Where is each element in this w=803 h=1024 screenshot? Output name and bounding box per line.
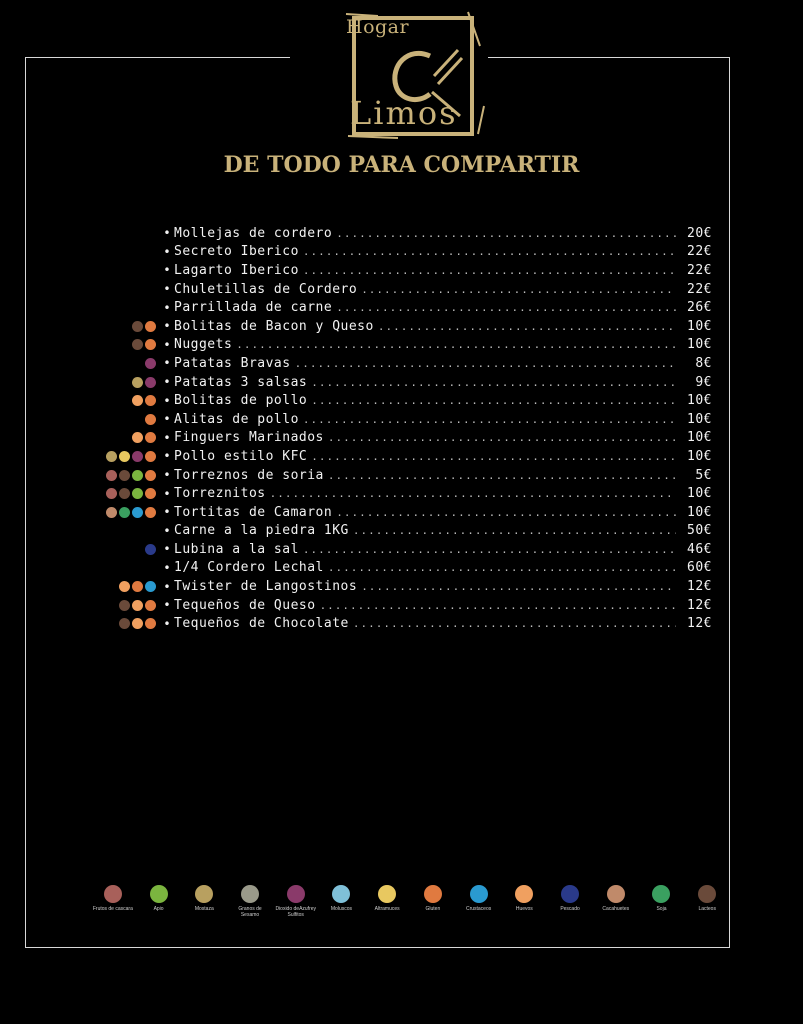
menu-item-price: 9€ bbox=[695, 374, 712, 390]
lacteos-icon bbox=[132, 339, 143, 350]
logo-word-top: Hogar bbox=[346, 16, 410, 38]
menu-item-price: 22€ bbox=[687, 244, 712, 260]
legend-item-apio bbox=[136, 885, 182, 918]
bullet-icon: • bbox=[163, 523, 171, 538]
dot-leader bbox=[353, 617, 676, 630]
menu-item-price: 10€ bbox=[687, 448, 712, 464]
menu-item bbox=[92, 261, 712, 280]
menu-item bbox=[92, 466, 712, 485]
menu-item-name: Patatas 3 salsas bbox=[174, 374, 308, 390]
apio-icon bbox=[132, 470, 143, 481]
legend-item-crustaceos bbox=[456, 885, 502, 918]
allergen-icons bbox=[92, 377, 160, 388]
gluten-icon bbox=[145, 414, 156, 425]
menu-item-price: 10€ bbox=[687, 318, 712, 334]
crustaceos-icon bbox=[145, 581, 156, 592]
dot-leader bbox=[236, 338, 676, 351]
allergen-icons bbox=[92, 507, 160, 518]
dot-leader bbox=[353, 524, 676, 537]
dot-leader bbox=[328, 431, 676, 444]
bullet-icon: • bbox=[163, 300, 171, 315]
pescado-icon bbox=[145, 544, 156, 555]
lacteos-icon bbox=[119, 488, 130, 499]
sulfitos-icon bbox=[145, 377, 156, 388]
legend-label: Frutos de cascara bbox=[92, 906, 133, 912]
menu-item bbox=[92, 577, 712, 596]
moluscos-icon bbox=[332, 885, 350, 903]
legend-label: Huevos bbox=[515, 906, 533, 912]
legend-label: Apio bbox=[153, 906, 164, 912]
legend-label: Soja bbox=[656, 906, 667, 912]
allergen-icons bbox=[92, 432, 160, 443]
menu-item-name: Patatas Bravas bbox=[174, 355, 291, 371]
bullet-icon: • bbox=[163, 468, 171, 483]
dot-leader bbox=[361, 580, 676, 593]
mostaza-icon bbox=[106, 451, 117, 462]
bullet-icon: • bbox=[163, 449, 171, 464]
gluten-icon bbox=[145, 600, 156, 611]
dot-leader bbox=[303, 413, 676, 426]
lacteos-icon bbox=[119, 470, 130, 481]
dot-leader bbox=[303, 543, 676, 556]
altramuces-icon bbox=[119, 451, 130, 462]
dot-leader bbox=[303, 245, 676, 258]
allergen-icons bbox=[92, 600, 160, 611]
legend-label: Moluscos bbox=[330, 906, 353, 912]
allergen-icons bbox=[92, 395, 160, 406]
legend-label: Altramuces bbox=[374, 906, 400, 912]
allergen-icons bbox=[92, 358, 160, 369]
legend-item-lacteos bbox=[684, 885, 730, 918]
menu-item bbox=[92, 243, 712, 262]
dot-leader bbox=[311, 450, 676, 463]
legend-label: Mostaza bbox=[194, 906, 214, 912]
menu-item-name: Lagarto Iberico bbox=[174, 262, 299, 278]
bullet-icon: • bbox=[163, 505, 171, 520]
huevos-icon bbox=[132, 432, 143, 443]
soja-icon bbox=[119, 507, 130, 518]
gluten-icon bbox=[145, 618, 156, 629]
sulfitos-icon bbox=[145, 358, 156, 369]
crustaceos-icon bbox=[132, 507, 143, 518]
menu-item bbox=[92, 298, 712, 317]
bullet-icon: • bbox=[163, 393, 171, 408]
menu-item-price: 50€ bbox=[687, 523, 712, 539]
legend-item-moluscos bbox=[319, 885, 365, 918]
legend-label: Granos de Sesamo bbox=[238, 906, 262, 918]
allergen-icons bbox=[92, 544, 160, 555]
menu-item bbox=[92, 447, 712, 466]
menu-item-price: 22€ bbox=[687, 281, 712, 297]
lacteos-icon bbox=[119, 618, 130, 629]
bullet-icon: • bbox=[163, 375, 171, 390]
menu-item bbox=[92, 540, 712, 559]
gluten-icon bbox=[145, 339, 156, 350]
gluten-icon bbox=[145, 451, 156, 462]
allergen-icons bbox=[92, 618, 160, 629]
menu-item bbox=[92, 224, 712, 243]
menu-item bbox=[92, 373, 712, 392]
dot-leader bbox=[378, 320, 676, 333]
bullet-icon: • bbox=[163, 560, 171, 575]
menu-item-price: 20€ bbox=[687, 225, 712, 241]
apio-icon bbox=[150, 885, 168, 903]
page-title: DE TODO PARA COMPARTIR bbox=[223, 152, 580, 178]
legend-item-cacahuetes bbox=[593, 885, 639, 918]
sesamo-icon bbox=[241, 885, 259, 903]
menu-item bbox=[92, 336, 712, 355]
menu-item-price: 22€ bbox=[687, 262, 712, 278]
lacteos-icon bbox=[119, 600, 130, 611]
bullet-icon: • bbox=[163, 226, 171, 241]
menu-item-price: 10€ bbox=[687, 393, 712, 409]
gluten-icon bbox=[145, 432, 156, 443]
huevos-icon bbox=[132, 395, 143, 406]
menu-item-price: 5€ bbox=[695, 467, 712, 483]
menu-item-name: Nuggets bbox=[174, 337, 233, 353]
dot-leader bbox=[336, 506, 676, 519]
menu-item-price: 10€ bbox=[687, 504, 712, 520]
crustaceos-icon bbox=[470, 885, 488, 903]
menu-item-name: Torreznos de soria bbox=[174, 467, 324, 483]
legend-item-sesamo bbox=[227, 885, 273, 918]
menu-item bbox=[92, 429, 712, 448]
menu-item-price: 10€ bbox=[687, 486, 712, 502]
legend-item-frutos bbox=[90, 885, 136, 918]
allergen-icons bbox=[92, 581, 160, 592]
bullet-icon: • bbox=[163, 598, 171, 613]
frutos-icon bbox=[106, 488, 117, 499]
legend-label: Lacteos bbox=[698, 906, 716, 912]
menu-item bbox=[92, 503, 712, 522]
dot-leader bbox=[303, 264, 676, 277]
menu-item bbox=[92, 614, 712, 633]
menu-item-price: 46€ bbox=[687, 541, 712, 557]
menu-list bbox=[92, 224, 712, 633]
legend-label: Crustaceos bbox=[465, 906, 492, 912]
sulfitos-icon bbox=[287, 885, 305, 903]
dot-leader bbox=[328, 561, 676, 574]
logo-word-bottom: Limos bbox=[350, 94, 458, 132]
dot-leader bbox=[328, 469, 676, 482]
bullet-icon: • bbox=[163, 263, 171, 278]
menu-item-name: Finguers Marinados bbox=[174, 430, 324, 446]
menu-item-price: 12€ bbox=[687, 616, 712, 632]
allergen-icons bbox=[92, 470, 160, 481]
gluten-icon bbox=[424, 885, 442, 903]
bullet-icon: • bbox=[163, 337, 171, 352]
dot-leader bbox=[336, 301, 676, 314]
dot-leader bbox=[270, 487, 676, 500]
menu-item bbox=[92, 522, 712, 541]
menu-item bbox=[92, 559, 712, 578]
huevos-icon bbox=[119, 581, 130, 592]
legend-item-huevos bbox=[501, 885, 547, 918]
menu-item bbox=[92, 410, 712, 429]
menu-item-name: Mollejas de cordero bbox=[174, 225, 333, 241]
menu-item bbox=[92, 596, 712, 615]
menu-item-name: Torreznitos bbox=[174, 486, 266, 502]
gluten-icon bbox=[145, 395, 156, 406]
apio-icon bbox=[132, 488, 143, 499]
dot-leader bbox=[311, 376, 676, 389]
menu-item-name: Pollo estilo KFC bbox=[174, 448, 308, 464]
menu-item-name: Carne a la piedra 1KG bbox=[174, 523, 349, 539]
menu-item-price: 10€ bbox=[687, 411, 712, 427]
menu-item-name: Secreto Iberico bbox=[174, 244, 299, 260]
menu-item-name: Tequeños de Chocolate bbox=[174, 616, 349, 632]
legend-item-pescado bbox=[547, 885, 593, 918]
bullet-icon: • bbox=[163, 244, 171, 259]
legend-label: Dioxido deAzufrey Sulfitos bbox=[275, 906, 317, 918]
bullet-icon: • bbox=[163, 542, 171, 557]
menu-item bbox=[92, 280, 712, 299]
dot-leader bbox=[361, 283, 676, 296]
bullet-icon: • bbox=[163, 616, 171, 631]
dot-leader bbox=[295, 357, 676, 370]
bullet-icon: • bbox=[163, 356, 171, 371]
bullet-icon: • bbox=[163, 282, 171, 297]
frutos-icon bbox=[106, 470, 117, 481]
legend-item-soja bbox=[639, 885, 685, 918]
cacahuetes-icon bbox=[106, 507, 117, 518]
soja-icon bbox=[652, 885, 670, 903]
menu-item-price: 12€ bbox=[687, 579, 712, 595]
menu-item-price: 26€ bbox=[687, 300, 712, 316]
menu-item bbox=[92, 391, 712, 410]
gluten-icon bbox=[145, 488, 156, 499]
pescado-icon bbox=[561, 885, 579, 903]
gluten-icon bbox=[145, 507, 156, 518]
restaurant-logo bbox=[338, 6, 488, 140]
huevos-icon bbox=[515, 885, 533, 903]
huevos-icon bbox=[132, 618, 143, 629]
gluten-icon bbox=[145, 321, 156, 332]
menu-item-name: Tortitas de Camaron bbox=[174, 504, 333, 520]
menu-item-name: Bolitas de Bacon y Queso bbox=[174, 318, 374, 334]
menu-item-price: 10€ bbox=[687, 430, 712, 446]
menu-item-name: Twister de Langostinos bbox=[174, 579, 358, 595]
legend-label: Pescado bbox=[560, 906, 580, 912]
allergen-icons bbox=[92, 451, 160, 462]
altramuces-icon bbox=[378, 885, 396, 903]
gluten-icon bbox=[145, 470, 156, 481]
sulfitos-icon bbox=[132, 451, 143, 462]
menu-item-name: Bolitas de pollo bbox=[174, 393, 308, 409]
lacteos-icon bbox=[132, 321, 143, 332]
dot-leader bbox=[336, 227, 676, 240]
gluten-icon bbox=[132, 581, 143, 592]
menu-item bbox=[92, 317, 712, 336]
menu-item-name: Tequeños de Queso bbox=[174, 597, 316, 613]
bullet-icon: • bbox=[163, 412, 171, 427]
dot-leader bbox=[311, 394, 676, 407]
legend-item-altramuces bbox=[364, 885, 410, 918]
legend-item-mostaza bbox=[181, 885, 227, 918]
menu-item-name: 1/4 Cordero Lechal bbox=[174, 560, 324, 576]
huevos-icon bbox=[132, 600, 143, 611]
allergen-icons bbox=[92, 414, 160, 425]
menu-item-price: 60€ bbox=[687, 560, 712, 576]
legend-item-sulfitos bbox=[273, 885, 319, 918]
menu-item-name: Chuletillas de Cordero bbox=[174, 281, 358, 297]
menu-item-price: 12€ bbox=[687, 597, 712, 613]
allergen-legend bbox=[90, 885, 730, 918]
bullet-icon: • bbox=[163, 486, 171, 501]
menu-item-name: Alitas de pollo bbox=[174, 411, 299, 427]
mostaza-icon bbox=[195, 885, 213, 903]
menu-item-name: Lubina a la sal bbox=[174, 541, 299, 557]
legend-label: Gluten bbox=[425, 906, 441, 912]
frutos-icon bbox=[104, 885, 122, 903]
dot-leader bbox=[320, 599, 676, 612]
menu-item-price: 8€ bbox=[695, 355, 712, 371]
legend-item-gluten bbox=[410, 885, 456, 918]
bullet-icon: • bbox=[163, 430, 171, 445]
menu-item-name: Parrillada de carne bbox=[174, 300, 333, 316]
bullet-icon: • bbox=[163, 579, 171, 594]
menu-item-price: 10€ bbox=[687, 337, 712, 353]
allergen-icons bbox=[92, 339, 160, 350]
mostaza-icon bbox=[132, 377, 143, 388]
menu-item bbox=[92, 484, 712, 503]
menu-item bbox=[92, 354, 712, 373]
cacahuetes-icon bbox=[607, 885, 625, 903]
allergen-icons bbox=[92, 488, 160, 499]
legend-label: Cacahuetes bbox=[602, 906, 630, 912]
bullet-icon: • bbox=[163, 319, 171, 334]
lacteos-icon bbox=[698, 885, 716, 903]
allergen-icons bbox=[92, 321, 160, 332]
